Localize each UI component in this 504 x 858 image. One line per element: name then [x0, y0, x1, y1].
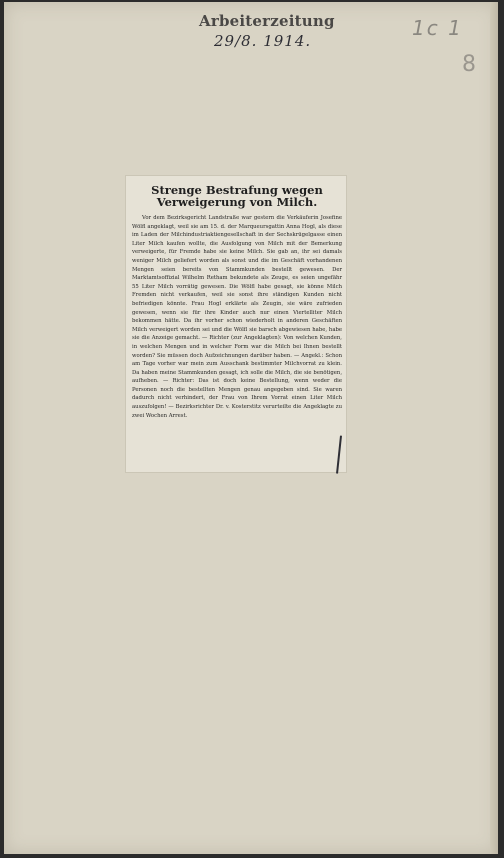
article-heading: Strenge Bestrafung wegen Verweigerung von Milch. [151, 183, 323, 209]
newspaper-clipping [126, 176, 346, 472]
pencil-reference-note: 1c 1 [412, 16, 463, 40]
sheet-edge [490, 2, 498, 854]
archive-sheet [4, 2, 498, 854]
newspaper-stamp: Arbeiterzeitung [199, 12, 335, 30]
handwritten-date: 29/8. 1914. [214, 32, 312, 50]
pencil-page-number: 8 [462, 52, 476, 77]
article-body: Vor dem Bezirksgericht Landstraße war gestern die Verkäuferin Josefine Wölfl angeklagt, weil sie am 15. d. der Marqueursgattin Anna Hogl, als diese im Laden der Milchindustriaktiengesellschaft in der Sechskrügelgasse einen Liter Milch kaufen wollte, die Ausfolgung von Milch mit der Bemerkung verweigerte, für Fremde habe sie keine Milch. Sie gab an, ihr sei damals weniger Milch geliefert worden als sonst und die im Geschäft vorhandenen Mengen seien bereits von Stammkunden bestellt gewesen. Der Marktamtsoffizial Wilhelm Retham bekundete als Zeuge, es seien ungefähr 55 Liter Milch vorrätig gewesen. Die Wölfl habe gesagt, sie könne Milch Fremden nicht verkaufen, weil sie sonst ihre ständigen Kunden nicht befriedigen könnte. Frau Hogl erklärte als Zeugin, sie wäre zufrieden gewesen, wenn sie für ihre Kinder auch nur einen Viertelliter Milch bekommen hätte. Da ihr vorher schon wiederholt in anderen Geschäften Milch verweigert worden sei und die Wölfl sie barsch abgewiesen habe, habe sie die Anzeige gemacht. — Richter (zur Angeklagten): Von welchen Kunden, in welchen Mengen und in welcher Form war die Milch bei Ihnen bestellt worden? Sie müssen doch Aufzeichnungen darüber haben. — Angekl.: Schon am Tage vorher war mein zum Ausschank bestimmter Milchvorrat zu klein. Da haben meine Stammkunden gesagt, ich solle die Milch, die sie benötigen, aufheben. — Richter: Das ist doch keine Bestellung, wenn weder die Personen noch die bestellten Mengen genau angegeben sind. Sie waren dadurch nicht verhindert, der Frau von Ihrem Vorrat einen Liter Milch auszufolgen! — Bezirksrichter Dr. v. Kosterstitz verurteilte die Angeklagte zu zwei Wochen Arrest. [132, 215, 342, 419]
